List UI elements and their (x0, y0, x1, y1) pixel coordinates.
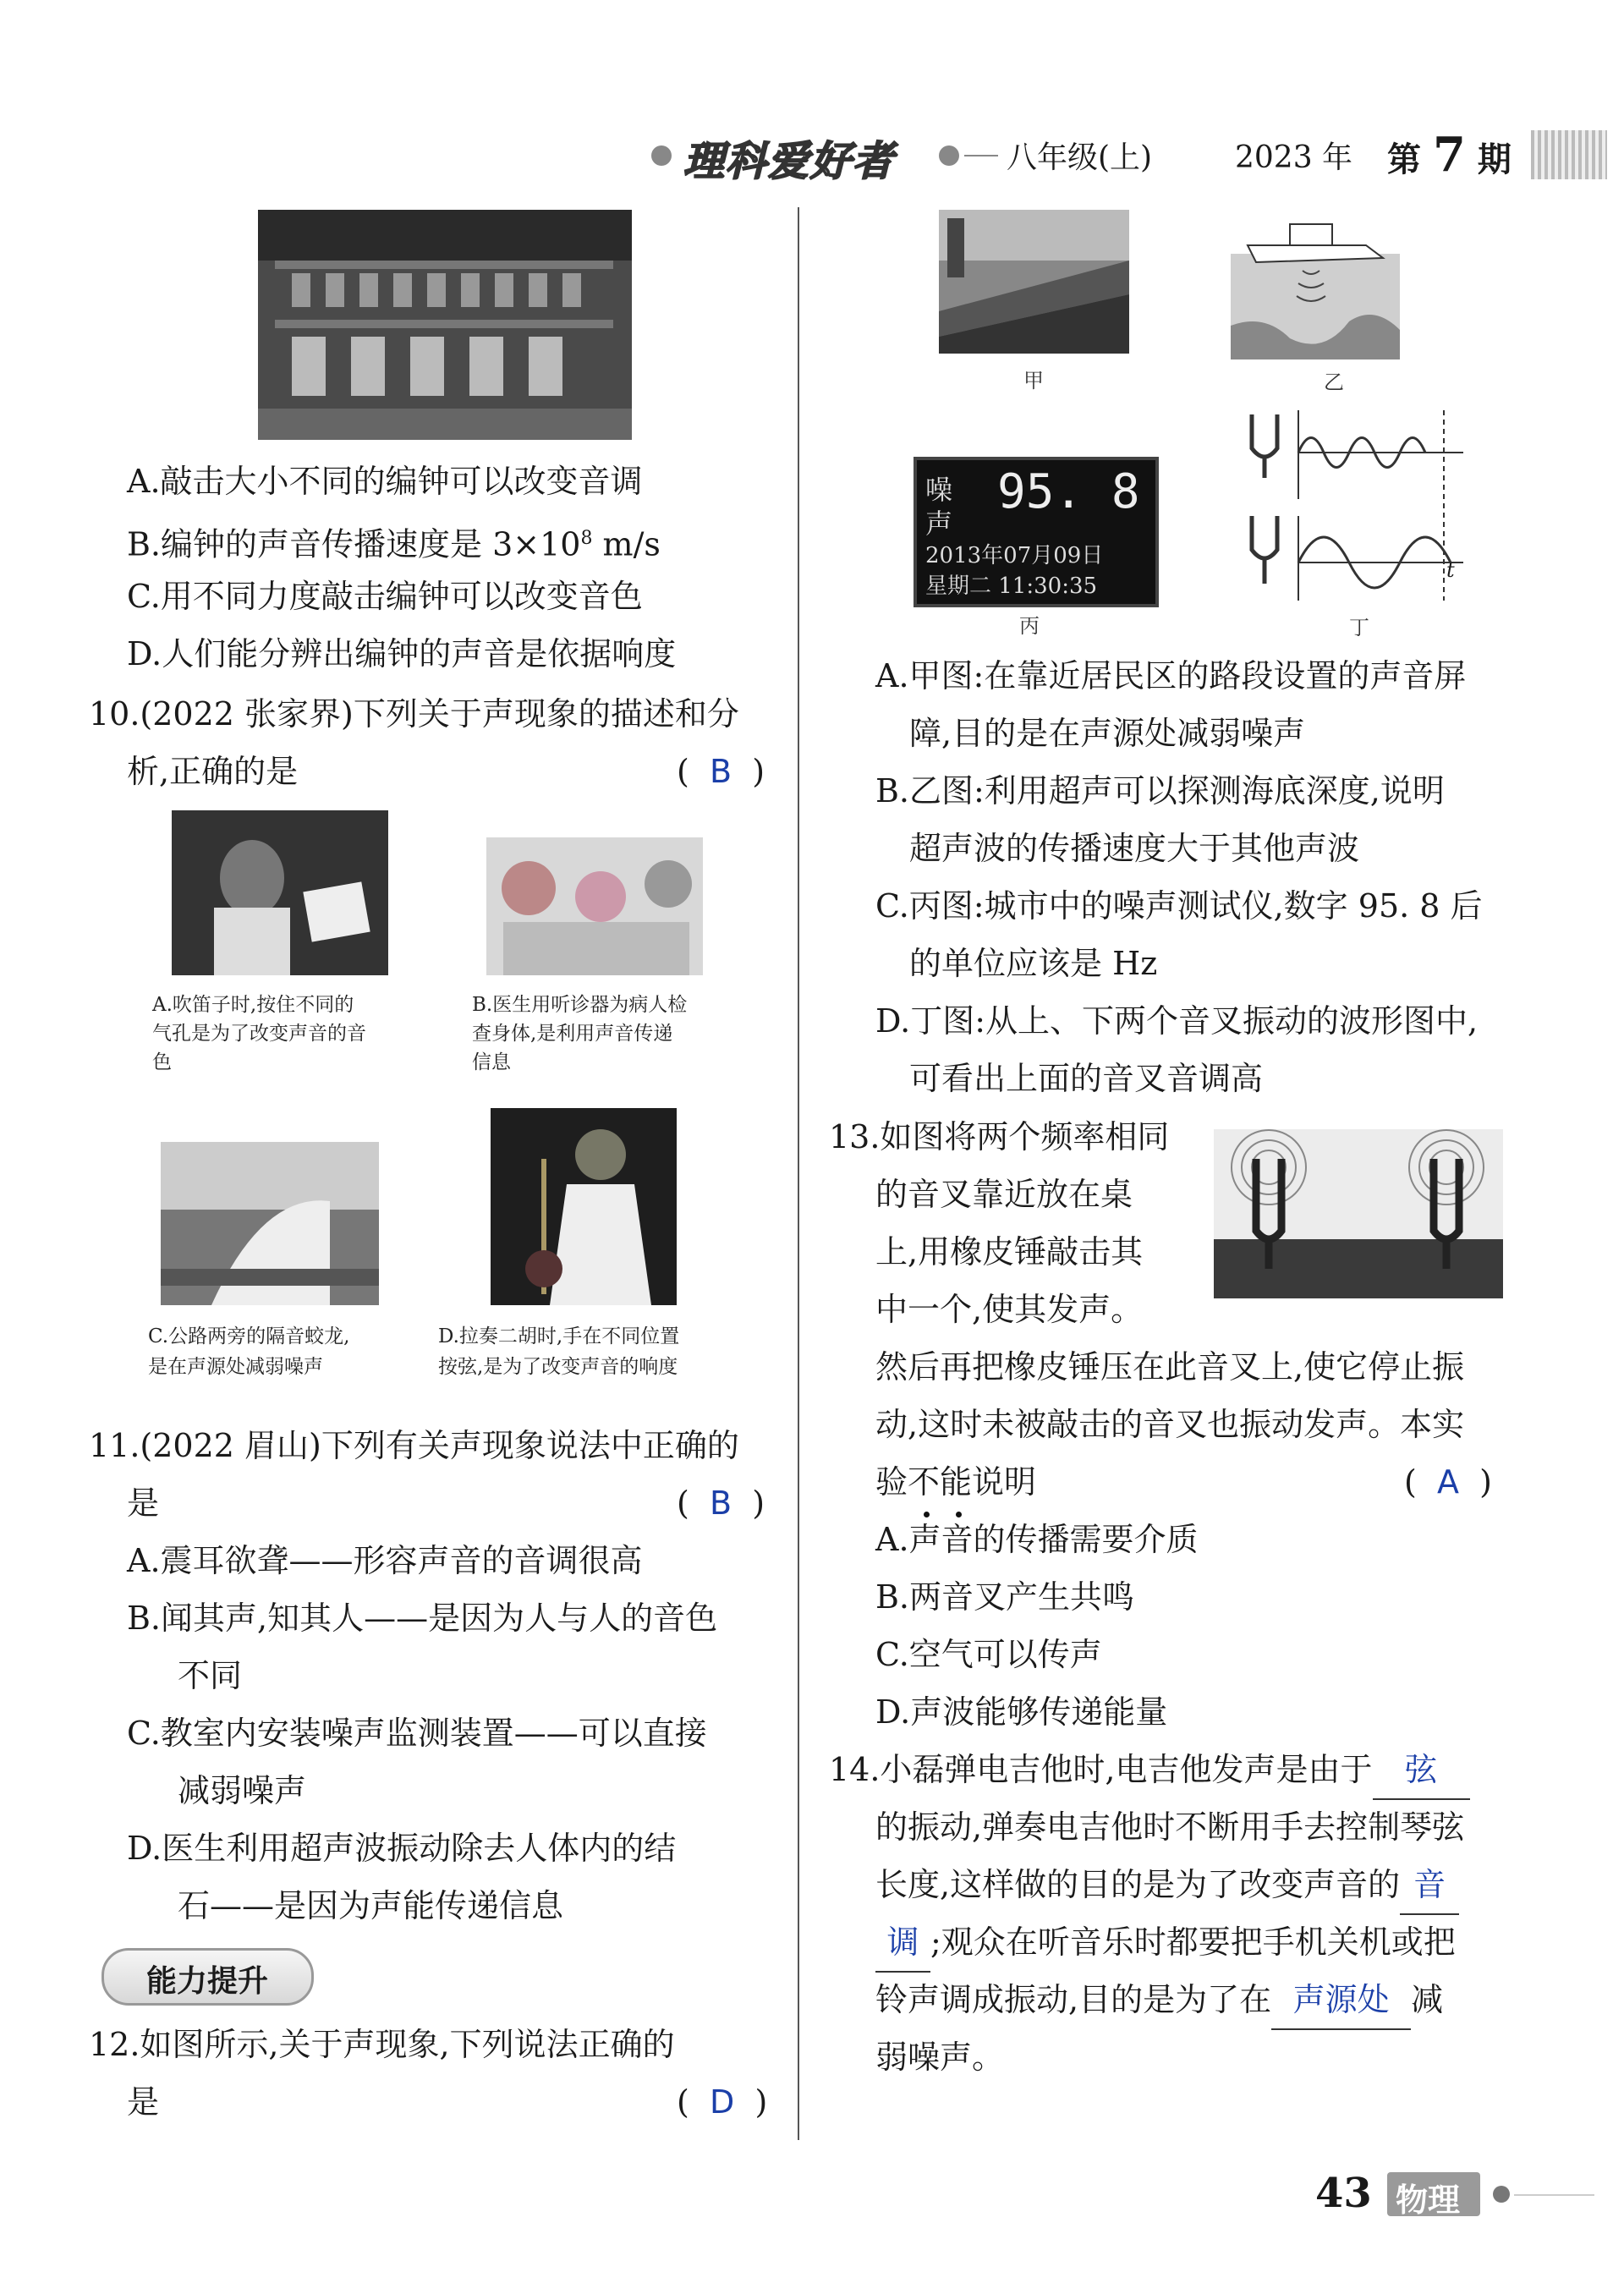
q9-option-c: C.用不同力度敲击编钟可以改变音色 (127, 578, 643, 615)
footer-rule (1514, 2194, 1594, 2196)
q9-option-b: B.编钟的声音传播速度是 $3\times 10^8$ m/s (127, 525, 661, 563)
q13-line5: 然后再把橡皮锤压在此音叉上,使它停止振 (875, 1348, 1465, 1386)
q13-answer: ( A ) (1404, 1463, 1492, 1501)
noise-meter-word1: 噪 (925, 474, 953, 506)
header-grade: 八年级(上) (1007, 140, 1153, 175)
q12-option-c: C.丙图:城市中的噪声测试仪,数字 95. 8 后 (875, 887, 1483, 925)
q14-line2: 的振动,弹奏电吉他时不断用手去控制琴弦 (875, 1808, 1465, 1846)
q10-caption-a2: 气孔是为了改变声音的音 (152, 1023, 366, 1045)
sound-barrier-photo (161, 1142, 379, 1305)
q14-line6: 弱噪声。 (875, 2039, 1005, 2076)
q10-stem-line2: 析,正确的是 (127, 753, 299, 790)
q10-caption-d1: D.拉奏二胡时,手在不同位置 (438, 1325, 680, 1347)
q11-answer: ( B ) (677, 1484, 765, 1522)
q10-caption-c1: C.公路两旁的隔音蛟龙, (148, 1325, 350, 1347)
q10-caption-a3: 色 (152, 1051, 172, 1073)
q11-option-d: D.医生利用超声波振动除去人体内的结 (127, 1830, 677, 1867)
q13-option-d: D.声波能够传递能量 (875, 1693, 1168, 1731)
q12-option-a-cont: 障,目的是在声源处减弱噪声 (909, 715, 1306, 752)
q13-line6: 动,这时未被敲击的音叉也振动发声。本实 (875, 1406, 1465, 1443)
q14-blank2-part2: 调 (875, 1913, 930, 1973)
q11-option-d-cont: 石——是因为声能传递信息 (178, 1887, 564, 1924)
q14-blank3: 声源处 (1271, 1971, 1411, 2030)
tuning-fork-icon (1252, 414, 1277, 478)
q11-option-b: B.闻其声,知其人——是因为人与人的音色 (127, 1600, 718, 1637)
fig-yi-diagram (1231, 211, 1400, 359)
noise-meter-time: 星期二 11:30:35 (925, 573, 1098, 599)
q14-line4: 调 ;观众在听音乐时都要把手机关机或把 (875, 1913, 1456, 1973)
q13-line4: 中一个,使其发声。 (875, 1291, 1144, 1328)
flute-photo (172, 810, 388, 975)
q10-caption-b2: 查身体,是利用声音传递 (472, 1023, 673, 1045)
q11-stem-line1: 11.(2022 眉山)下列有关声现象说法中正确的 (89, 1427, 739, 1464)
q13-line2: 的音叉靠近放在桌 (875, 1176, 1133, 1213)
q13-tuning-forks-photo (1214, 1129, 1503, 1298)
q14-blank2-part1: 音 (1400, 1856, 1459, 1915)
q13-line7: 验不能说明 (875, 1463, 1037, 1501)
q11-option-a: A.震耳欲聋——形容声音的音调很高 (127, 1542, 643, 1579)
q11-option-c-cont: 减弱噪声 (178, 1772, 307, 1809)
header-issue: 第 7 期 (1387, 127, 1512, 183)
fig-bing-label: 丙 (1019, 614, 1040, 638)
q12-answer: ( D ) (677, 2083, 768, 2121)
q12-option-d: D.丁图:从上、下两个音叉振动的波形图中, (875, 1002, 1479, 1040)
q14-line5: 铃声调成振动,目的是为了在 声源处 减 (875, 1971, 1443, 2030)
noise-meter-value: 95. 8 (997, 464, 1140, 519)
fig-jia-label: 甲 (1023, 369, 1044, 392)
q11-option-c: C.教室内安装噪声监测装置——可以直接 (127, 1715, 707, 1752)
fig-yi-label: 乙 (1324, 370, 1344, 394)
q10-answer: ( B ) (677, 753, 765, 790)
subject-label: 物理 (1396, 2181, 1461, 2219)
q9-option-d: D.人们能分辨出编钟的声音是依据响度 (127, 635, 677, 672)
q12-stem-line2: 是 (127, 2083, 160, 2121)
fig-ding-label: 丁 (1349, 616, 1369, 639)
q13-line3: 上,用橡皮锤敲击其 (875, 1233, 1144, 1270)
subject-badge (1387, 2172, 1480, 2219)
q10-caption-a1: A.吹笛子时,按住不同的 (152, 994, 354, 1016)
erhu-photo (491, 1108, 677, 1305)
header-brand: 理科爱好者 (683, 138, 896, 185)
q12-option-b: B.乙图:利用超声可以探测海底深度,说明 (875, 772, 1445, 809)
q13-option-b: B.两音叉产生共鸣 (875, 1578, 1135, 1616)
stethoscope-photo (486, 837, 703, 975)
q10-caption-b1: B.医生用听诊器为病人检 (472, 994, 688, 1016)
fig-ding-axis-t: t (1446, 558, 1455, 582)
header-year: 2023 年 (1235, 140, 1353, 175)
q10-caption-c2: 是在声源处减弱噪声 (148, 1356, 323, 1378)
q12-option-d-cont: 可看出上面的音叉音调高 (909, 1060, 1264, 1097)
column-divider (798, 207, 799, 2140)
q12-option-a: A.甲图:在靠近居民区的路段设置的声音屏 (875, 657, 1467, 694)
q13-option-a: A.声音的传播需要介质 (875, 1521, 1199, 1558)
q9-exponent: 8 (580, 528, 593, 549)
q12-option-c-cont: 的单位应该是 Hz (909, 945, 1158, 982)
q12-option-b-cont: 超声波的传播速度大于其他声波 (909, 830, 1360, 867)
q13-line1: 13.如图将两个频率相同 (829, 1118, 1170, 1155)
page-number: 43 (1315, 2170, 1372, 2217)
header-bar (643, 127, 1607, 183)
header-rule (964, 155, 998, 156)
q14-line1: 14.小磊弹电吉他时,电吉他发声是由于 弦 (829, 1741, 1470, 1800)
q14-line3: 长度,这样做的目的是为了改变声音的 音 (875, 1856, 1459, 1915)
fig-jia-photo (939, 210, 1129, 354)
q13-option-c: C.空气可以传声 (875, 1636, 1102, 1673)
bianzhong-photo (258, 210, 632, 440)
noise-meter-word2: 声 (925, 508, 953, 540)
q14-blank1: 弦 (1373, 1741, 1470, 1800)
header-stripes (1531, 130, 1607, 179)
q10-caption-d2: 按弦,是为了改变声音的响度 (438, 1356, 678, 1378)
noise-meter (914, 457, 1159, 607)
header-deco-left (651, 145, 672, 166)
section-badge (102, 1948, 314, 2006)
footer-dot (1493, 2186, 1510, 2203)
noise-meter-date: 2013年07月09日 (925, 543, 1104, 568)
fig-ding-waveforms (1248, 406, 1468, 609)
header-deco-right (939, 145, 959, 166)
q11-stem-line2: 是 (127, 1484, 160, 1522)
q12-stem-line1: 12.如图所示,关于声现象,下列说法正确的 (89, 2026, 675, 2063)
q10-caption-b3: 信息 (472, 1051, 511, 1073)
q10-stem-line1: 10.(2022 张家界)下列关于声现象的描述和分 (89, 695, 739, 733)
section-title: 能力提升 (146, 1964, 269, 1999)
q11-option-b-cont: 不同 (178, 1657, 243, 1694)
q9-option-a: A.敲击大小不同的编钟可以改变音调 (127, 463, 643, 500)
